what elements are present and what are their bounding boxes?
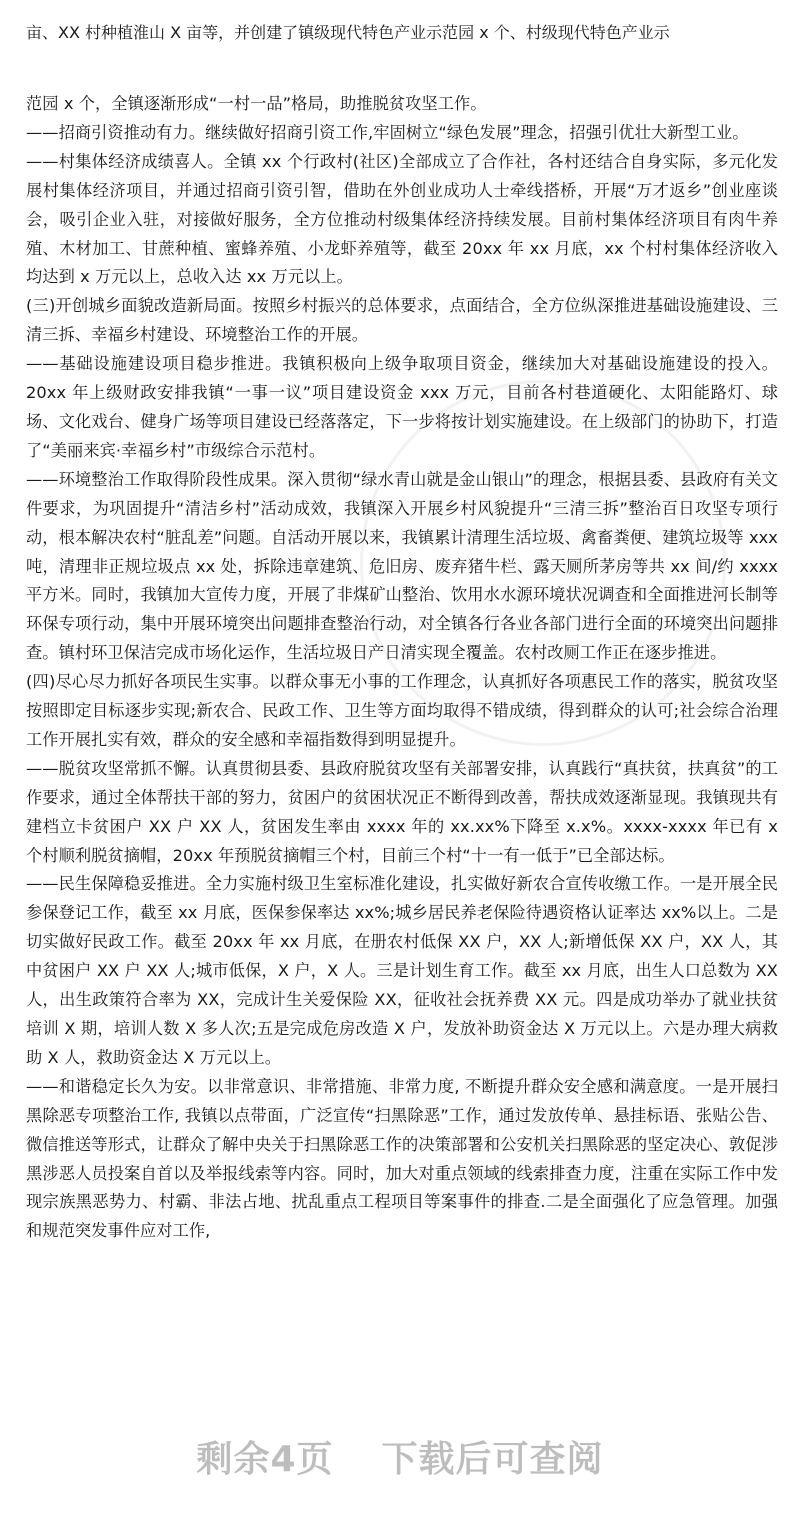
download-prompt-label[interactable]: 下载后可查阅 [381, 1438, 604, 1480]
paragraph: ——基础设施建设项目稳步推进。我镇积极向上级争取项目资金，继续加大对基础设施建设的投入。20xx 年上级财政安排我镇“一事一议”项目建设资金 xxx 万元，目前各村巷道硬化、太阳能路灯、球场、文化戏台、健身广场等项目建设已经落落定，下一步将按计划实施建设。在上级部门的协助下，打造了“美丽来宾·幸福乡村”市级综合示范村。 [26, 354, 778, 460]
paragraph: (四)尽心尽力抓好各项民生实事。以群众事无小事的工作理念，认真抓好各项惠民工作的落实，脱贫攻坚按照即定目标逐步实现;新农合、民政工作、卫生等方面均取得不错成绩，得到群众的认可;社会综合治理工作开展扎实有效，群众的安全感和幸福指数得到明显提升。 [26, 672, 778, 749]
paragraph: 范园 x 个，全镇逐渐形成“一村一品”格局，助推脱贫攻坚工作。 [26, 94, 487, 113]
paragraph: ——民生保障稳妥推进。全力实施村级卫生室标准化建设，扎实做好新农合宣传收缴工作。一是开展全民参保登记工作，截至 xx 月底，医保参保率达 xx%;城乡居民养老保险待遇资格认证率达 xx%以上。二是切实做好民政工作。截至 20xx 年 xx 月底，在册农村低保 XX 户，XX 人;新增低保 XX 户，XX 人，其中贫困户 XX 户 XX 人;城市低保，X 户，X 人。三是计划生育工作。截至 xx 月底，出生人口总数为 XX 人，出生政策符合率为 XX，完成计生关爱保险 XX，征收社会抚养费 XX 元。四是成功举办了就业扶贫培训 X 期，培训人数 X 多人次;五是完成危房改造 X 户，发放补助资金达 X 万元以上。六是办理大病救助 X 人，救助资金达 X 万元以上。 [26, 874, 778, 1067]
cut-line: 亩、XX 村种植淮山 X 亩等，并创建了镇级现代特色产业示范园 x 个、村级现代特色产业示 [26, 23, 670, 42]
cut-line-partial [0, 0, 800, 18]
remaining-pages-label: 剩余4页 [196, 1438, 334, 1480]
paragraph: (三)开创城乡面貌改造新局面。按照乡村振兴的总体要求，点面结合，全方位纵深推进基础设施建设、三清三拆、幸福乡村建设、环境整治工作的开展。 [26, 296, 778, 345]
paragraph: ——招商引资推动有力。继续做好招商引资工作,牢固树立“绿色发展”理念，招强引优壮大新型工业。 [26, 122, 749, 142]
previous-page-fragment [0, 0, 800, 48]
paragraph: ——脱贫攻坚常抓不懈。认真贯彻县委、县政府脱贫攻坚有关部署安排，认真践行“真扶贫，扶真贫”的工作要求，通过全体帮扶干部的努力，贫困户的贫困状况正不断得到改善，帮扶成效逐渐显现。我镇现共有建档立卡贫困户 XX 户 XX 人，贫困发生率由 xxxx 年的 xx.xx%下降至 x.x%。xxxx-xxxx 年已有 x 个村顺利脱贫摘帽，20xx 年预脱贫摘帽三个村，目前三个村“十一有一低于”已全部达标。 [26, 758, 778, 865]
document-body [26, 90, 778, 1246]
paragraph: ——和谐稳定长久为安。以非常意识、非常措施、非常力度, 不断提升群众安全感和满意度。一是开展扫黑除恶专项整治工作, 我镇以点带面，广泛宣传“扫黑除恶”工作，通过发放传单、悬挂标语、张贴公告、微信推送等形式，让群众了解中央关于扫黑除恶工作的决策部署和公安机关扫黑除恶的坚定决心、敦促涉黑涉恶人员投案自首以及举报线索等内容。同时，加大对重点领域的线索排查力度，注重在实际工作中发现宗族黑恶势力、村霸、非法占地、扰乱重点工程项目等案事件的排查.二是全面强化了应急管理。加强和规范突发事件应对工作, [26, 1076, 778, 1241]
download-banner[interactable] [0, 1426, 800, 1486]
paragraph: ——环境整治工作取得阶段性成果。深入贯彻“绿水青山就是金山银山”的理念，根据县委、县政府有关文件要求，为巩固提升“清洁乡村”活动成效，我镇深入开展乡村风貌提升“三清三拆”整治百日攻坚专项行动，根本解决农村“脏乱差”问题。自活动开展以来，我镇累计清理生活垃圾、禽畜粪便、建筑垃圾等 xxx 吨，清理非正规垃圾点 xx 处，拆除违章建筑、危旧房、废弃猪牛栏、露天厕所茅房等共 xx 间/约 xxxx 平方米。同时，我镇加大宣传力度，开展了非煤矿山整治、饮用水水源环境状况调查和全面推进河长制等环保专项行动，集中开展环境突出问题排查整治行动，对全镇各行各业各部门进行全面的环境突出问题排查。镇村环卫保洁完成市场化运作，生活垃圾日产日清实现全覆盖。农村改厕工作正在逐步推进。 [26, 469, 778, 663]
paragraph: ——村集体经济成绩喜人。全镇 xx 个行政村(社区)全部成立了合作社，各村还结合自身实际，多元化发展村集体经济项目，并通过招商引资引智，借助在外创业成功人士牵线搭桥，开展“万才返乡”创业座谈会，吸引企业入驻，对接做好服务，全方位推动村级集体经济持续发展。目前村集体经济项目有肉牛养殖、木材加工、甘蔗种植、蜜蜂养殖、小龙虾养殖等，截至 20xx 年 xx 月底，xx 个村村集体经济收入均达到 x 万元以上，总收入达 xx 万元以上。 [26, 151, 778, 287]
